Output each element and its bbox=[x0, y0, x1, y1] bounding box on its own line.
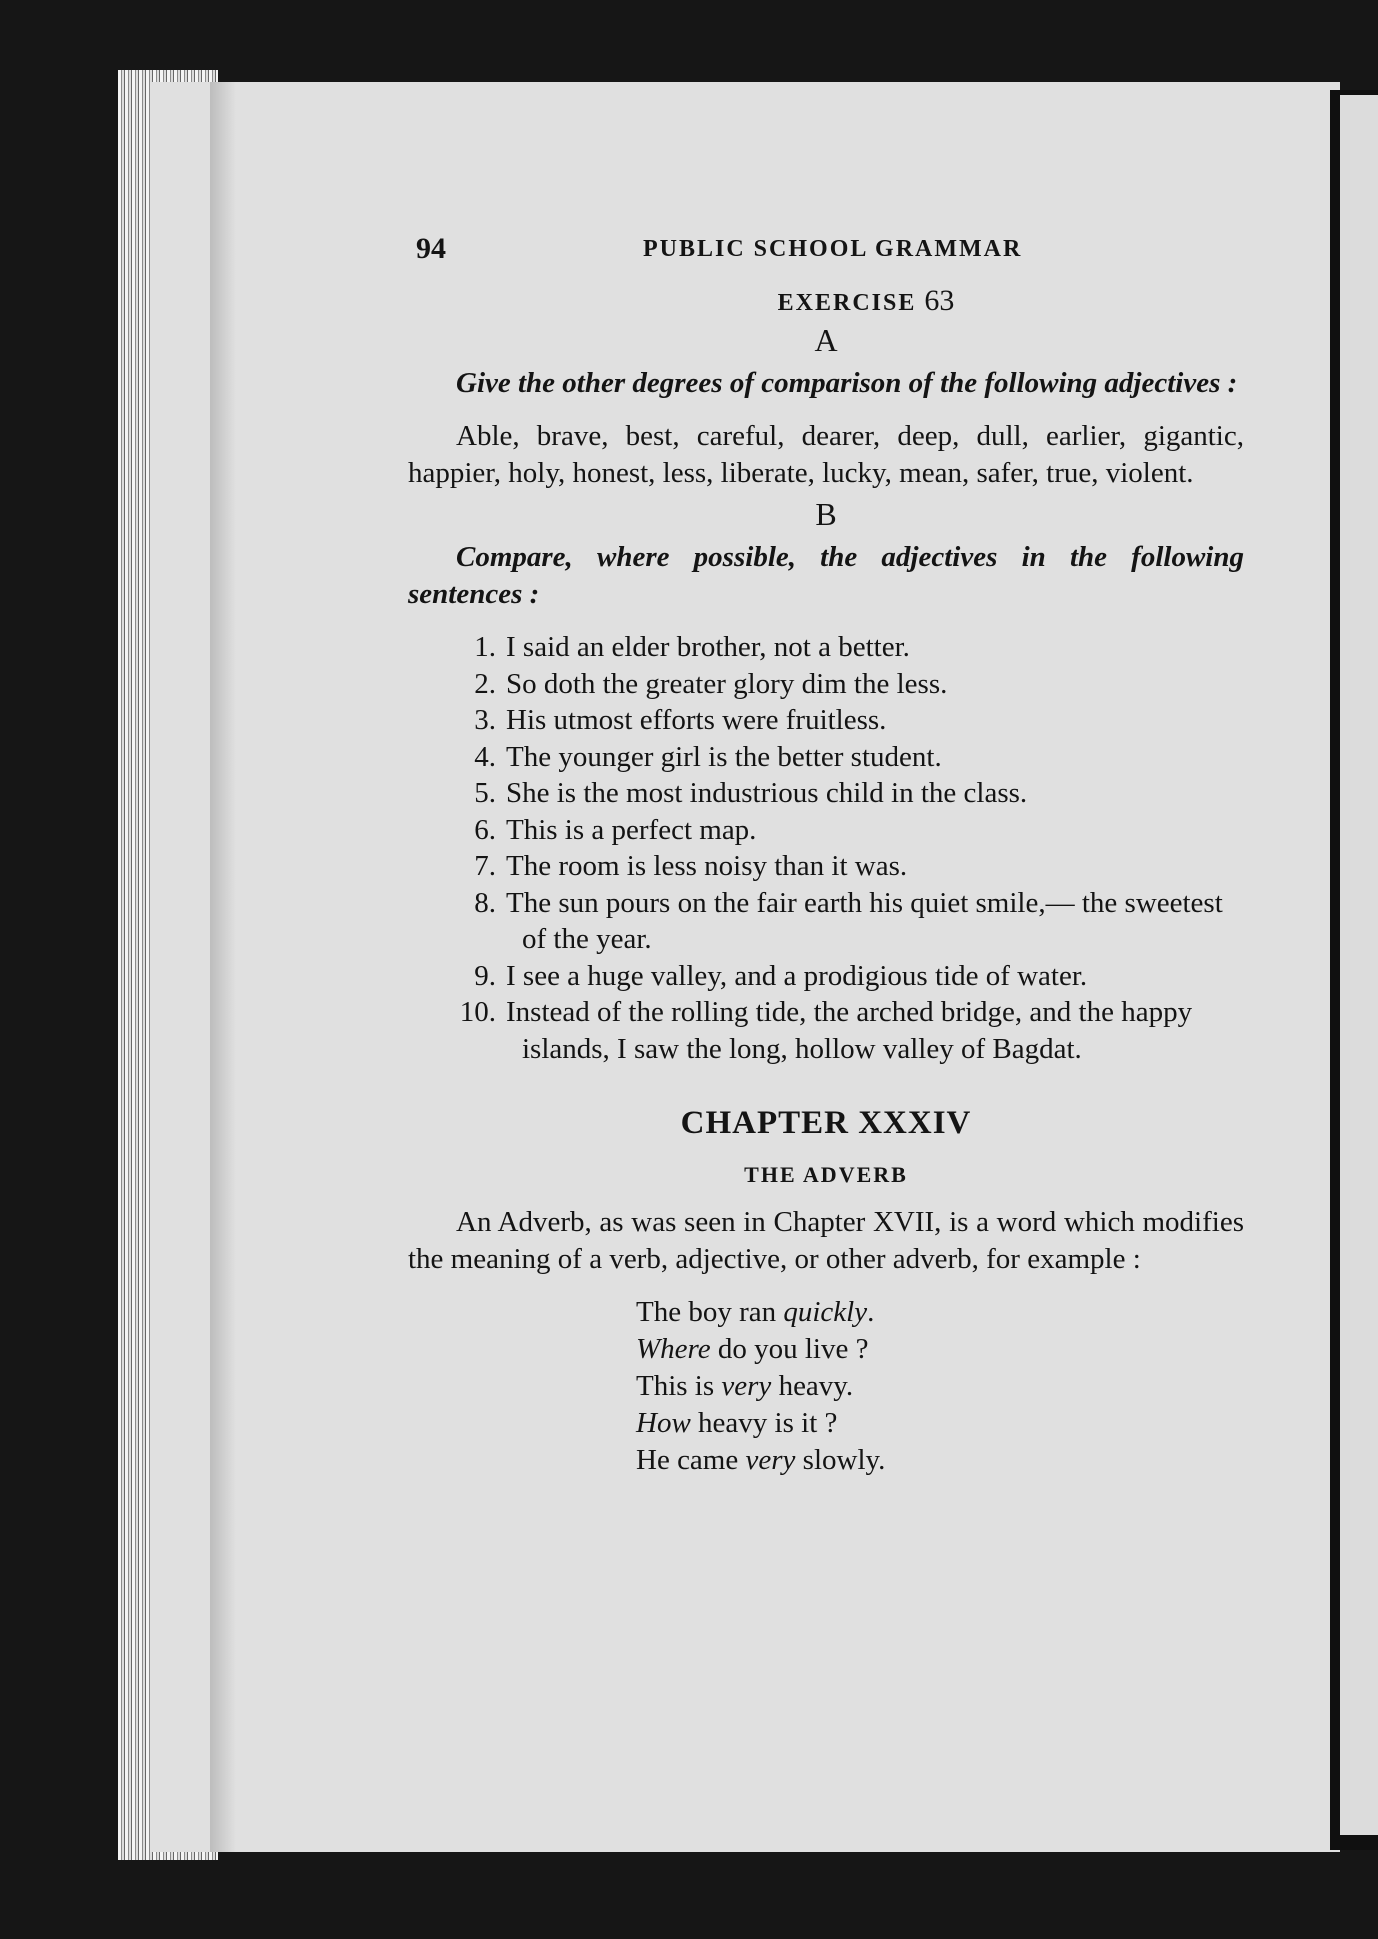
example-line bbox=[636, 1368, 1244, 1405]
list-item bbox=[408, 848, 1244, 885]
example-line bbox=[636, 1294, 1244, 1331]
list-item bbox=[408, 812, 1244, 849]
adjective-list: Able, brave, best, careful, dearer, deep, dull, earlier, gigantic, happier, holy, honest, less, liberate, lucky, mean, safer, true, violent. bbox=[408, 420, 1244, 489]
exercise-title bbox=[488, 284, 1244, 318]
item-number: 3. bbox=[474, 704, 496, 736]
section-a-instruction: Give the other degrees of comparison of the following adjectives : bbox=[456, 367, 1238, 399]
item-text: The room is less noisy than it was. bbox=[506, 850, 908, 882]
example-adverb: How bbox=[636, 1407, 691, 1439]
section-b-instruction: Compare, where possible, the adjectives in the following sentences : bbox=[408, 541, 1244, 610]
list-item bbox=[408, 666, 1244, 703]
page-header bbox=[408, 228, 1244, 272]
list-item bbox=[408, 739, 1244, 776]
example-text: heavy. bbox=[771, 1370, 854, 1402]
example-text: do you live ? bbox=[710, 1333, 869, 1365]
example-sentences bbox=[636, 1294, 1244, 1479]
exercise-label: EXERCISE bbox=[777, 290, 917, 316]
item-text: This is a perfect map. bbox=[506, 813, 757, 846]
item-text: I said an elder brother, not a better. bbox=[506, 631, 910, 663]
example-text: He came bbox=[636, 1444, 746, 1476]
example-text: . bbox=[867, 1296, 875, 1328]
item-number: 8. bbox=[474, 886, 496, 919]
item-text: The sun pours on the fair earth his quiet smile,— the sweetest of the year. bbox=[506, 886, 1223, 955]
item-text: I see a huge valley, and a prodigious tide of water. bbox=[506, 959, 1088, 992]
item-text: The younger girl is the better student. bbox=[506, 740, 942, 773]
item-number: 9. bbox=[474, 959, 496, 992]
list-item bbox=[408, 629, 1244, 666]
list-item bbox=[408, 958, 1244, 995]
example-text: slowly. bbox=[795, 1444, 886, 1476]
item-text: She is the most industrious child in the class. bbox=[506, 777, 1028, 809]
item-text: So doth the greater glory dim the less. bbox=[506, 667, 948, 700]
item-number: 5. bbox=[474, 777, 496, 809]
list-item bbox=[408, 885, 1244, 958]
item-text: Instead of the rolling tide, the arched bridge, and the happy islands, I saw the long, hollow valley of Bagdat. bbox=[506, 996, 1193, 1065]
item-text: His utmost efforts were fruitless. bbox=[506, 704, 887, 736]
page-number: 94 bbox=[416, 232, 446, 265]
list-item bbox=[408, 702, 1244, 739]
example-adverb: Where bbox=[636, 1333, 711, 1365]
item-number: 7. bbox=[474, 850, 496, 882]
chapter-subtitle: THE ADVERB bbox=[744, 1162, 908, 1187]
example-text: heavy is it ? bbox=[690, 1407, 838, 1439]
list-item bbox=[408, 994, 1244, 1067]
item-number: 6. bbox=[474, 813, 496, 846]
example-line bbox=[636, 1405, 1244, 1442]
section-a-letter: A bbox=[814, 322, 838, 358]
example-line bbox=[636, 1442, 1244, 1479]
facing-page bbox=[1340, 95, 1378, 1835]
example-text: This is bbox=[636, 1370, 722, 1402]
item-number: 2. bbox=[474, 667, 496, 700]
example-adverb: very bbox=[745, 1444, 796, 1476]
sentence-list bbox=[408, 629, 1244, 1067]
chapter-title: CHAPTER XXXIV bbox=[680, 1105, 972, 1141]
example-adverb: very bbox=[721, 1370, 772, 1402]
item-number: 4. bbox=[474, 740, 496, 773]
example-adverb: quickly bbox=[783, 1296, 868, 1328]
page-content bbox=[408, 228, 1244, 1479]
exercise-number: 63 bbox=[924, 284, 955, 317]
section-b-letter: B bbox=[815, 496, 837, 532]
chapter-intro: An Adverb, as was seen in Chapter XVII, is a word which modifies the meaning of a verb, adjective, or other adverb, for example : bbox=[408, 1206, 1244, 1275]
list-item bbox=[408, 775, 1244, 812]
item-number: 1. bbox=[474, 631, 496, 663]
example-line bbox=[636, 1331, 1244, 1368]
gutter-shadow bbox=[210, 82, 236, 1852]
example-text: The boy ran bbox=[636, 1296, 784, 1328]
item-number: 10. bbox=[459, 996, 496, 1028]
running-head: PUBLIC SCHOOL GRAMMAR bbox=[643, 236, 1023, 262]
